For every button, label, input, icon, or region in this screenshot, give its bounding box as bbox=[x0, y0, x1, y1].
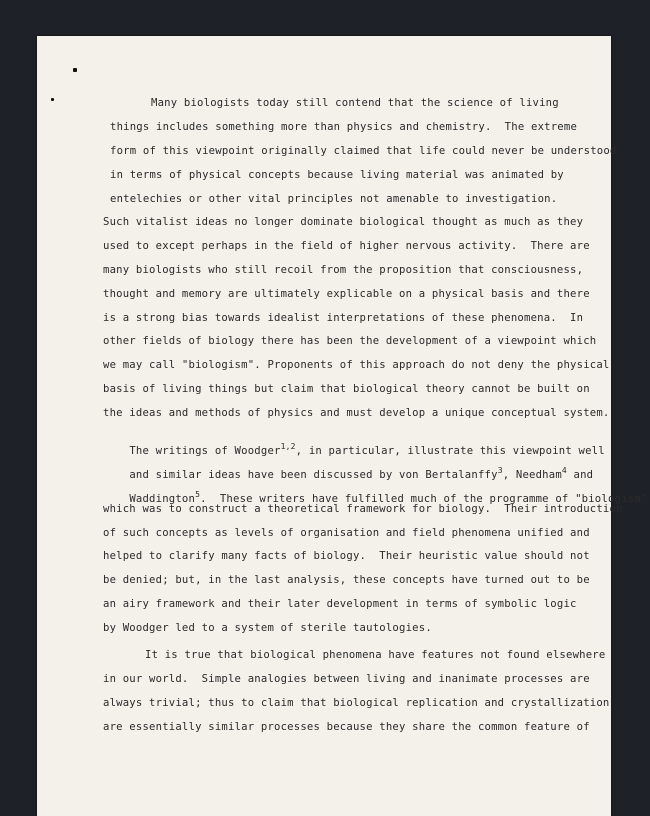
text-line: helped to clarify many facts of biology. Their heuristic value should not bbox=[103, 550, 590, 562]
text-line: always trivial; thus to claim that biological replication and crystallization bbox=[103, 697, 610, 709]
line-text: The writings of Woodger bbox=[129, 444, 281, 457]
typed-page bbox=[37, 36, 648, 816]
text-line: an airy framework and their later development in terms of symbolic logic bbox=[103, 598, 577, 610]
footnote-ref: 3 bbox=[497, 465, 503, 475]
line-text: and similar ideas have been discussed by von Bertalanffy bbox=[129, 468, 498, 481]
text-line: is a strong bias towards idealist interpretations of these phenomena. In bbox=[103, 312, 584, 324]
line-text: , Needham bbox=[502, 468, 562, 481]
line-text: , in particular, illustrate this viewpoint well bbox=[295, 444, 605, 457]
text-line: thought and memory are ultimately explicable on a physical basis and there bbox=[103, 288, 590, 300]
text-line: basis of living things but claim that biological theory cannot be built on bbox=[103, 383, 590, 395]
text-line: by Woodger led to a system of sterile tautologies. bbox=[103, 622, 432, 634]
text-line: Such vitalist ideas no longer dominate biological thought as much as they bbox=[103, 216, 584, 228]
ink-speck bbox=[73, 68, 77, 72]
text-line: be denied; but, in the last analysis, these concepts have turned out to be bbox=[103, 574, 590, 586]
text-line: It is true that biological phenomena have features not found elsewhere bbox=[145, 649, 606, 661]
text-line: which was to construct a theoretical framework for biology. Their introduction bbox=[103, 503, 623, 515]
text-line: Many biologists today still contend that the science of living bbox=[151, 97, 559, 109]
line-text: . These writers have fulfilled much of the programme of "biologism" bbox=[200, 492, 648, 505]
text-line: many biologists who still recoil from the proposition that consciousness, bbox=[103, 264, 584, 276]
footnote-ref: 1,2 bbox=[280, 441, 296, 451]
text-line: in our world. Simple analogies between living and inanimate processes are bbox=[103, 673, 590, 685]
text-line: in terms of physical concepts because living material was animated by bbox=[110, 169, 564, 181]
text-line: other fields of biology there has been the development of a viewpoint which bbox=[103, 335, 597, 347]
ink-speck bbox=[51, 98, 54, 101]
text-line: we may call "biologism". Proponents of this approach do not deny the physical bbox=[103, 359, 610, 371]
footnote-ref: 4 bbox=[561, 465, 567, 475]
text-line: are essentially similar processes because they share the common feature of bbox=[103, 721, 590, 733]
text-line: form of this viewpoint originally claimed that life could never be understood bbox=[110, 145, 617, 157]
line-text: and bbox=[566, 468, 594, 481]
footnote-ref: 5 bbox=[195, 489, 201, 499]
text-line: things includes something more than physics and chemistry. The extreme bbox=[110, 121, 578, 133]
text-line: entelechies or other vital principles not amenable to investigation. bbox=[110, 193, 558, 205]
text-line: of such concepts as levels of organisation and field phenomena unified and bbox=[103, 527, 590, 539]
text-line: used to except perhaps in the field of higher nervous activity. There are bbox=[103, 240, 590, 252]
line-text: Waddington bbox=[129, 492, 196, 505]
text-line: the ideas and methods of physics and must develop a unique conceptual system. bbox=[103, 407, 610, 419]
